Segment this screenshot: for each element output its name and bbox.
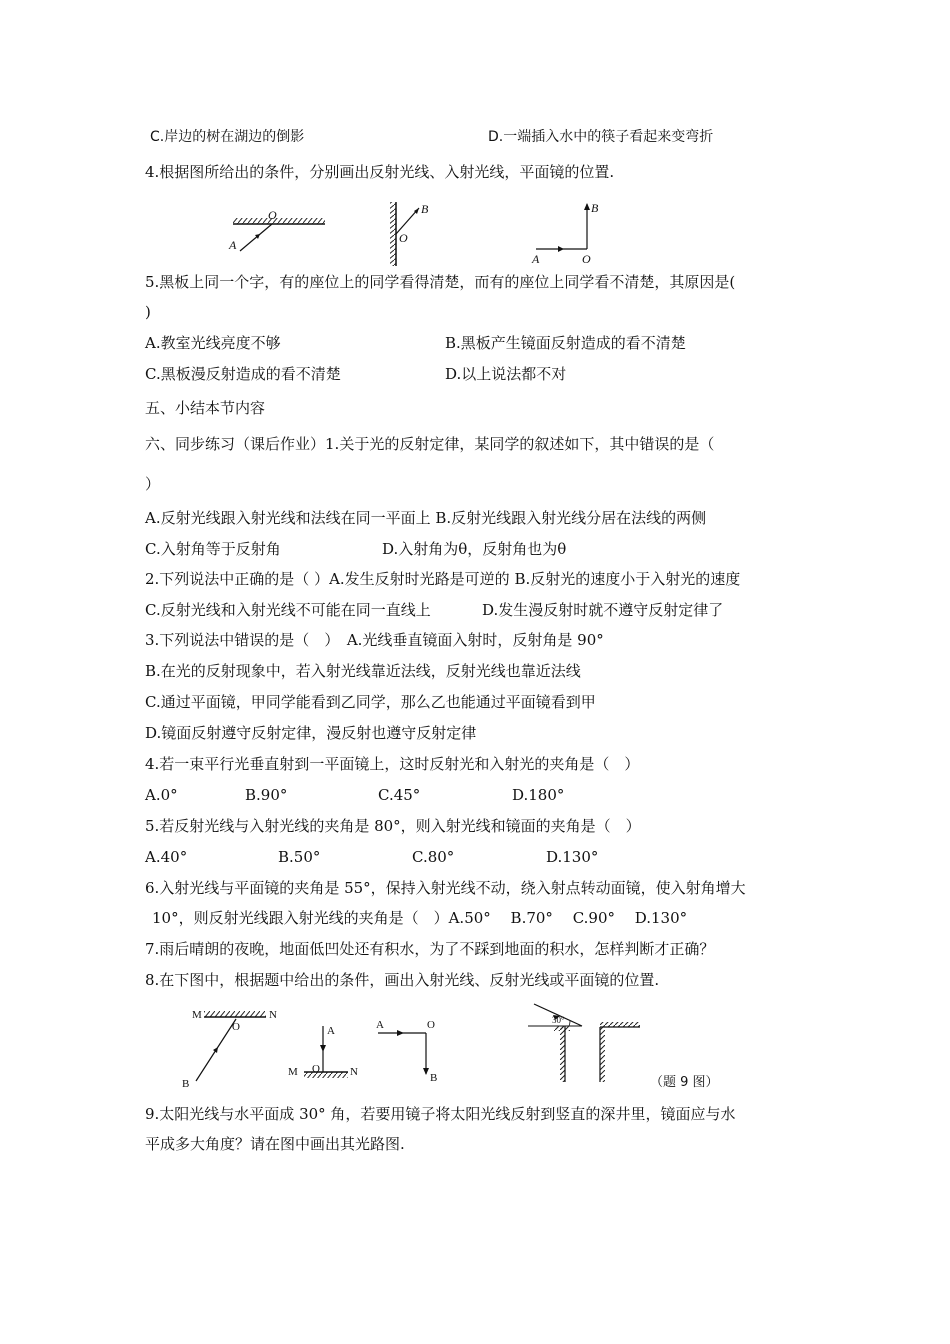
point-b-label: B <box>421 202 429 216</box>
q4-figure-1 <box>228 205 328 260</box>
arrow-head <box>320 1045 326 1052</box>
point-b-label: B <box>182 1078 190 1090</box>
ex4-option-a: A.0° <box>145 786 178 804</box>
q4-figure-2 <box>388 200 438 268</box>
ex6-line-1: 6.入射光线与平面镜的夹角是 55°，保持入射光线不动，绕入射点转动面镜，使入射角增大 <box>145 879 746 897</box>
q5-option-c: C.黑板漫反射造成的看不清楚 <box>145 365 341 383</box>
point-o-label: O <box>582 252 591 266</box>
mirror-hatching <box>233 218 325 224</box>
ex4-option-c: C.45° <box>378 786 421 804</box>
ex5-option-a: A.40° <box>145 848 188 866</box>
ex8-figure-1 <box>180 1005 280 1095</box>
arrow-head <box>584 203 590 210</box>
ex3-option-b: B.在光的反射现象中，若入射光线靠近法线，反射光线也靠近法线 <box>145 662 581 680</box>
ex4-option-b: B.90° <box>245 786 288 804</box>
right-well-wall-hatching <box>600 1027 605 1082</box>
figure-caption: （题 9 图） <box>650 1075 719 1090</box>
q4-figure-3 <box>530 200 610 268</box>
arrow-head <box>397 1030 404 1036</box>
point-o-label: O <box>232 1021 240 1033</box>
section-6-line-2: ） <box>145 475 161 493</box>
option-c-text: C.岸边的树在湖边的倒影 <box>150 129 305 145</box>
ex1-option-d: D.入射角为θ，反射角也为θ <box>382 540 567 558</box>
ex3-option-c: C.通过平面镜，甲同学能看到乙同学，那么乙也能通过平面镜看到甲 <box>145 693 596 711</box>
question-5-line-1: 5.黑板上同一个字，有的座位上的同学看得清楚，而有的座位上同学看不清楚，其原因是( <box>145 273 736 291</box>
incident-ray <box>240 224 272 251</box>
point-n-label: N <box>269 1009 277 1021</box>
mirror-hatching <box>204 1011 266 1017</box>
point-o-label: O <box>427 1019 435 1031</box>
ex2-option-d: D.发生漫反射时就不遵守反射定律了 <box>482 601 724 619</box>
point-m-label: M <box>288 1066 298 1078</box>
point-m-label: M <box>192 1009 202 1021</box>
point-a-label: A <box>532 252 540 266</box>
mirror-hatching <box>304 1072 348 1078</box>
ex3-option-d: D.镜面反射遵守反射定律，漫反射也遵守反射定律 <box>145 724 477 742</box>
ex6-line-2: 10°，则反射光线跟入射光线的夹角是（ ）A.50° B.70° C.90° D.130° <box>152 909 688 927</box>
point-n-label: N <box>350 1066 358 1078</box>
ex9-line-2: 平成多大角度？请在图中画出其光路图. <box>145 1135 405 1153</box>
ex3-line-1: 3.下列说法中错误的是（ ） A.光线垂直镜面入射时，反射角是 90° <box>145 631 604 649</box>
point-a-label: A <box>327 1025 335 1037</box>
ex2-line-1: 2.下列说法中正确的是（ ）A.发生反射时光路是可逆的 B.反射光的速度小于入射光的速度 <box>145 570 741 588</box>
right-ground-hatching <box>600 1022 640 1027</box>
question-5-line-2: ) <box>145 303 151 321</box>
ex8-figure-2 <box>286 1020 366 1085</box>
option-d-text: D.一端插入水中的筷子看起来变弯折 <box>488 129 714 145</box>
point-o-label: O <box>399 231 408 245</box>
ex1-options-ab: A.反射光线跟入射光线和法线在同一平面上 B.反射光线跟入射光线分居在法线的两侧 <box>145 509 707 527</box>
q5-option-b: B.黑板产生镜面反射造成的看不清楚 <box>445 334 686 352</box>
section-6-line-1: 六、同步练习（课后作业）1.关于光的反射定律，某同学的叙述如下，其中错误的是（ <box>145 435 715 453</box>
point-a-label: A <box>229 238 237 252</box>
ex4-option-d: D.180° <box>512 786 565 804</box>
point-b-label: B <box>591 201 599 215</box>
ex9-line-1: 9.太阳光线与水平面成 30° 角，若要用镜子将太阳光线反射到竖直的深井里，镜面应与水 <box>145 1105 736 1123</box>
ex9-figure-well <box>520 1000 650 1085</box>
point-o-label: O <box>312 1063 320 1075</box>
angle-label: 30° <box>552 1015 565 1025</box>
question-4: 4.根据图所给出的条件，分别画出反射光线、入射光线，平面镜的位置. <box>145 163 615 181</box>
ex8-figure-3 <box>372 1018 452 1086</box>
arrow-head <box>213 1047 218 1053</box>
ex8-question: 8.在下图中，根据题中给出的条件，画出入射光线、反射光线或平面镜的位置. <box>145 971 660 989</box>
arrow-head <box>423 1068 429 1075</box>
ex5-question: 5.若反射光线与入射光线的夹角是 80°，则入射光线和镜面的夹角是（ ） <box>145 817 641 835</box>
ex2-option-c: C.反射光线和入射光线不可能在同一直线上 <box>145 601 431 619</box>
ex7-question: 7.雨后晴朗的夜晚，地面低凹处还有积水，为了不踩到地面的积水，怎样判断才正确？ <box>145 940 715 958</box>
point-a-label: A <box>376 1019 384 1031</box>
point-o-label: O <box>268 208 277 222</box>
ex5-option-c: C.80° <box>412 848 455 866</box>
ex5-option-d: D.130° <box>546 848 599 866</box>
ex4-question: 4.若一束平行光垂直射到一平面镜上，这时反射光和入射光的夹角是（ ） <box>145 755 640 773</box>
ex1-option-c: C.入射角等于反射角 <box>145 540 281 558</box>
q5-option-d: D.以上说法都不对 <box>445 365 567 383</box>
section-5-heading: 五、小结本节内容 <box>145 399 266 417</box>
point-b-label: B <box>430 1072 438 1084</box>
q5-option-a: A.教室光线亮度不够 <box>145 334 281 352</box>
left-well-wall-hatching <box>560 1026 565 1082</box>
mirror-hatching <box>390 202 396 266</box>
ex5-option-b: B.50° <box>278 848 321 866</box>
angle-arc <box>569 1021 570 1026</box>
arrow-head <box>558 246 564 252</box>
